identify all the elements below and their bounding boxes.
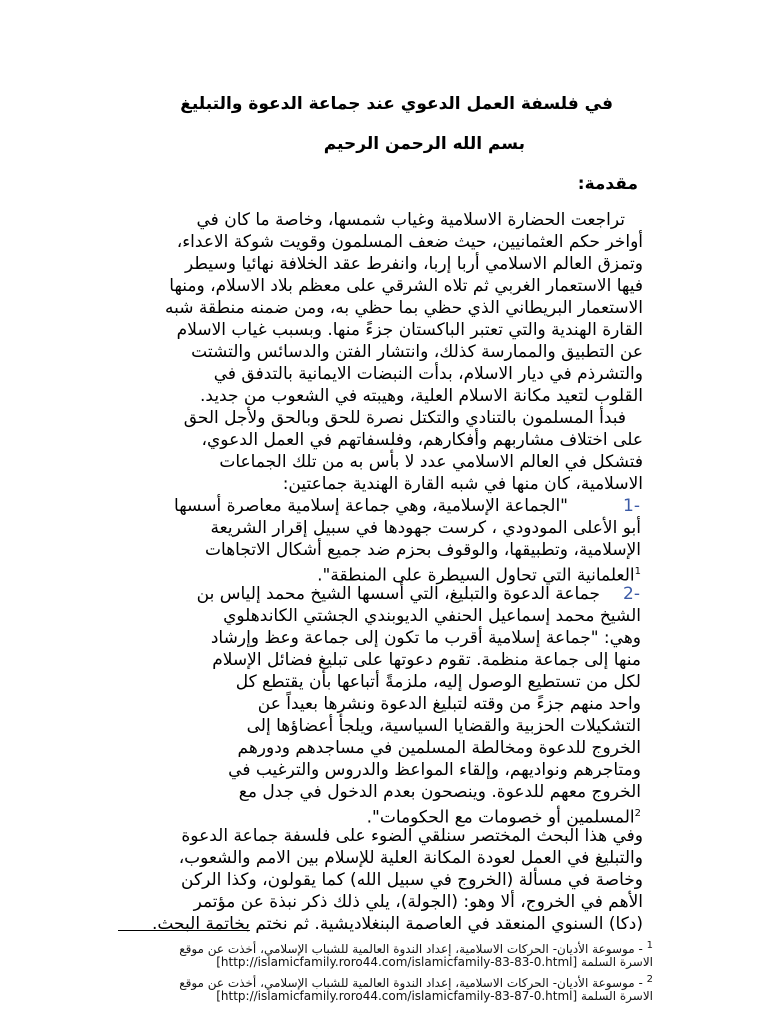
footnote-2-cont: الاسرة السلمة [http://islamicfamily.roro44.com/islamicfamily-83-87-0.html] — [216, 989, 653, 1003]
list-item-line: أبو الأعلى المودودي ، كرست جهودها في سبيل إقرار الشريعة — [210, 518, 641, 538]
list-item-line: منها إلى جماعة منظمة. تقوم دعوتها على تبليغ فضائل الإسلام — [212, 650, 641, 670]
list-item-line: التشكيلات الحزبية والقضايا السياسية، ويلجأ أعضاؤها إلى — [246, 716, 641, 736]
paragraph-line: والتبليغ في العمل لعودة المكانة العلية للإسلام بين الامم والشعوب، — [178, 848, 643, 868]
list-item-line: ومتاجرهم ونواديهم، وإلقاء المواعظ والدروس والترغيب في — [228, 760, 641, 780]
paragraph-line: على اختلاف مشاربهم وأفكارهم، وفلسفاتهم في العمل الدعوي، — [201, 430, 643, 450]
paragraph-line: عن التطبيق والممارسة كذلك، وانتشار الفتن والدسائس والتشتت — [191, 342, 643, 362]
paragraph-line: الاستعمار البريطاني الذي حظي بما حظي به، ومن ضمنه منطقة شبه — [164, 298, 643, 318]
footnote-ref[interactable]: 2 — [634, 808, 641, 819]
list-item-line: "الجماعة الإسلامية، وهي جماعة إسلامية معاصرة أسسها — [174, 496, 568, 516]
paragraph-line: الأهم في الخروج، ألا وهو: (الجولة)، يلي ذلك ذكر نبذة عن مؤتمر — [193, 892, 643, 912]
list-item-line: واحد منهم جزءً من وقته لتبليغ الدعوة ونشرها بعيداً عن — [257, 694, 641, 714]
list-item-line: الإسلامية، وتطبيقها، والوقوف بحزم ضد جميع أشكال الاتجاهات — [205, 540, 641, 560]
list-number: -2 — [623, 584, 640, 604]
document-title: في فلسفة العمل الدعوي عند جماعة الدعوة والتبليغ — [180, 94, 613, 114]
footnote-separator — [118, 930, 250, 931]
paragraph-line: الاسلامية، كان منها في شبه القارة الهندية جماعتين: — [282, 474, 643, 494]
paragraph-line: القلوب لتعيد مكانة الاسلام العلية، وهيبته في الشعوب من جديد. — [200, 386, 643, 406]
paragraph-line: وخاصة في مسألة (الخروج في سبيل الله) كما يقولون، وكذا الركن — [181, 870, 643, 890]
footnote-ref[interactable]: 1 — [634, 566, 641, 577]
list-item-line: وهي: "جماعة إسلامية أقرب ما تكون إلى جماعة وعظ وإرشاد — [210, 628, 641, 648]
basmala: بسم الله الرحمن الرحيم — [323, 134, 525, 154]
list-item-line: $^1$العلمانية التي تحاول السيطرة على المنطقة". — [317, 565, 641, 586]
paragraph-line: أواخر حكم العثمانيين، حيث ضعف المسلمون وقويت شوكة الاعداء، — [176, 232, 643, 252]
list-number: -1 — [623, 496, 640, 516]
paragraph-line: (دكا) السنوي المنعقد في العاصمة البنغلاديشية. ثم نختم بخاتمة البحث. — [151, 914, 643, 934]
list-item-line: جماعة الدعوة والتبليغ، التي أسسها الشيخ محمد إلياس بن — [196, 584, 600, 604]
paragraph-line: القارة الهندية والتي تعتبر الباكستان جزءً منها. وبسبب غياب الاسلام — [176, 320, 643, 340]
footnote-marker: 2 — [646, 974, 653, 985]
paragraph-line: فتشكل في العالم الاسلامي عدد لا بأس به من تلك الجماعات — [219, 452, 643, 472]
footnote-2: $^2$ - موسوعة الأديان- الحركات الاسلامية، إعداد الندوة العالمية للشباب الإسلامي، أخذت عن موقع — [179, 974, 653, 990]
footnote-1: $^1$ - موسوعة الأديان- الحركات الاسلامية، إعداد الندوة العالمية للشباب الإسلامي، أخذت عن موقع — [179, 940, 653, 956]
paragraph-line: وتمزق العالم الاسلامي أربا إربا، وانفرط عقد الخلافة نهائيا وسيطر — [185, 254, 643, 274]
list-item-line: $^2$المسلمين أو خصومات مع الحكومات". — [366, 807, 641, 828]
paragraph-line: فبدأ المسلمون بالتنادي والتكتل نصرة للحق وبالحق ولأجل الحق — [183, 408, 626, 428]
paragraph-line: وفي هذا البحث المختصر سنلقي الضوء على فلسفة جماعة الدعوة — [181, 826, 643, 846]
intro-heading: مقدمة: — [577, 174, 638, 194]
list-item-line: الشيخ محمد إسماعيل الحنفي الديوبندي الجشتي الكاندهلوي — [223, 606, 641, 626]
paragraph-line: تراجعت الحضارة الاسلامية وغياب شمسها، وخاصة ما كان في — [196, 210, 625, 230]
list-item-line: لكل من تستطيع الوصول إليه، ملزمةً أتباعها بأن يقتطع كل — [235, 672, 641, 692]
footnote-marker: 1 — [646, 940, 653, 951]
footnote-1-cont: الاسرة السلمة [http://islamicfamily.roro44.com/islamicfamily-83-83-0.html] — [216, 955, 653, 969]
paragraph-line: فيها الاستعمار الغربي ثم تلاه الشرقي على معظم بلاد الاسلام، ومنها — [169, 276, 643, 296]
paragraph-line: والتشرذم في ديار الاسلام، بدأت النبضات الايمانية بالتدفق في — [213, 364, 643, 384]
list-item-line: الخروج للدعوة ومخالطة المسلمين في مساجدهم ودورهم — [237, 738, 641, 758]
list-item-line: الخروج معهم للدعوة. وينصحون بعدم الدخول في جدل مع — [238, 782, 641, 802]
